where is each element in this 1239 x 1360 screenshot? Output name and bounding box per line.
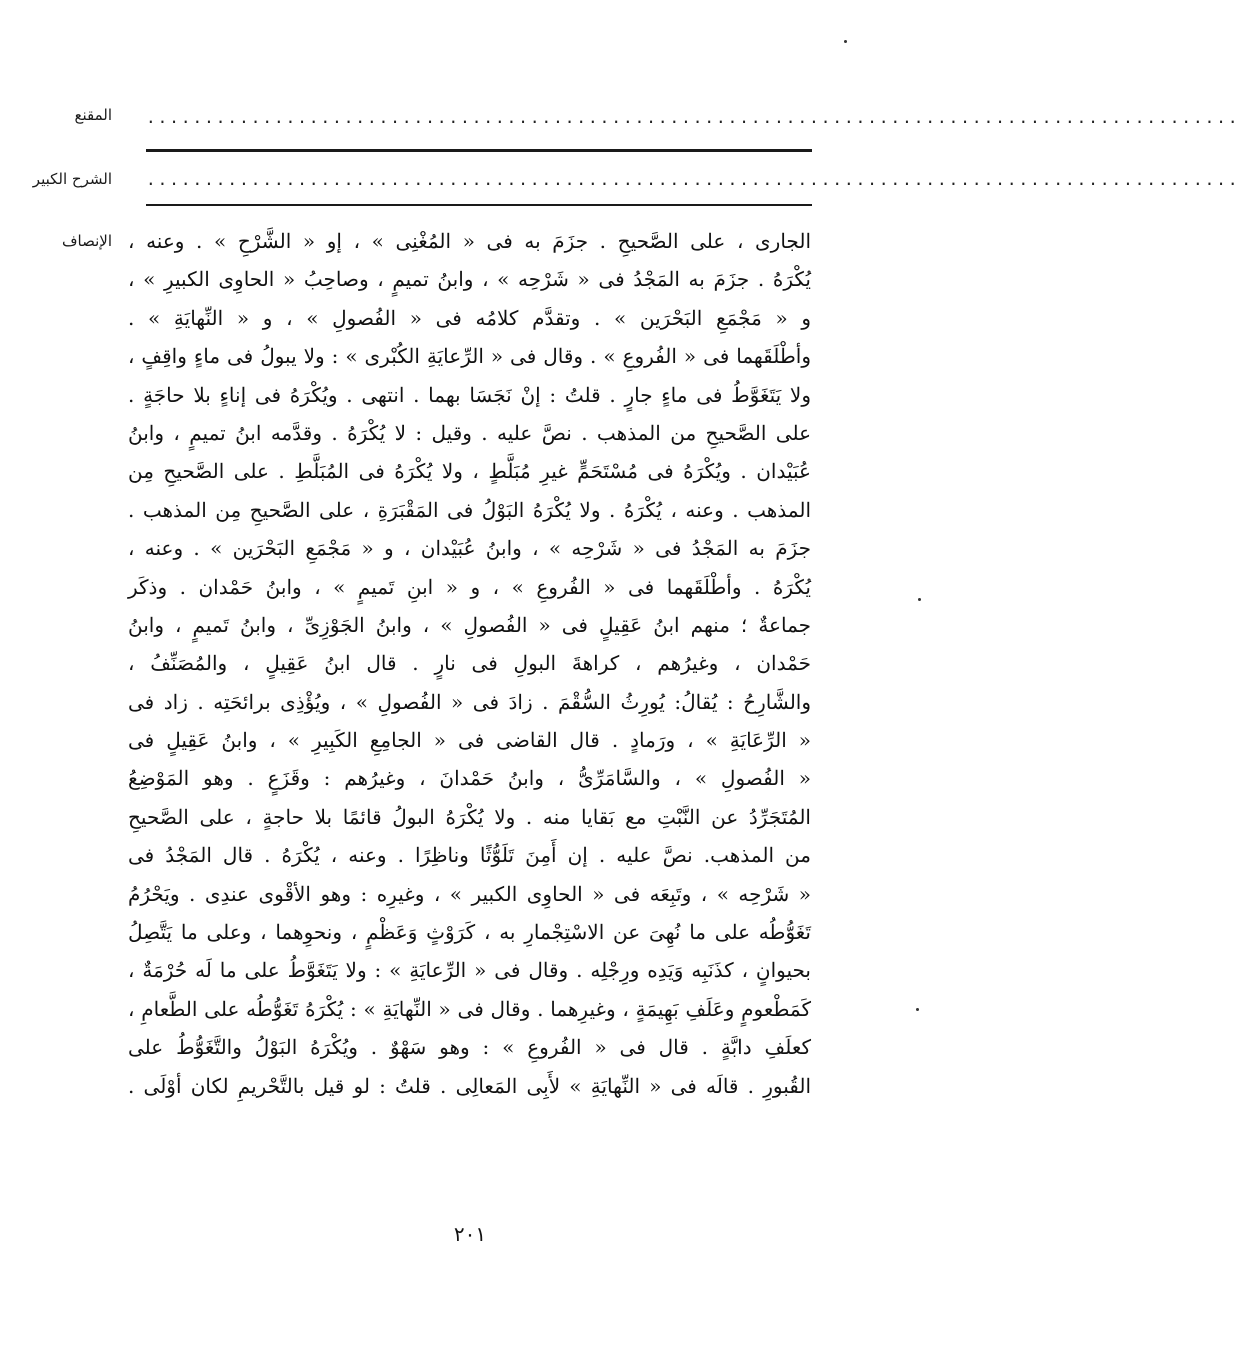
text-line: جزَمَ به المَجْدُ فى « شَرْحِه » ، وابنُ عُبَيْدان ، و « مَجْمَعِ البَحْرَين » . وعنه ، [128, 536, 811, 561]
label-muqni: المقنع [74, 106, 112, 124]
sharh-dotted-line: .............................................................................................. [146, 170, 1239, 189]
text-line: تَغَوُّطُه على ما نُهِىَ عن الاسْتِجْمارِ به ، كَرَوْثٍ وَعَظْمٍ ، ونحوِهما ، وعلى ما يَتَّصِلُ [128, 920, 811, 945]
text-line: بحيوانٍ ، كذَنَبِه وَيَدِه ورِجْلِه . وقال فى « الرِّعايَةِ » : ولا يَتَغَوَّطُ على ما لَه حُرْمَةٌ ، [128, 958, 811, 983]
scan-speck [916, 1008, 919, 1011]
scan-speck [844, 40, 847, 43]
text-line: « شَرْحِه » ، وتَبِعَه فى « الحاوِى الكبير » ، وغيرِه : وهو الأقْوى عندِى . ويَحْرُمُ [128, 881, 811, 906]
label-sharh-kabir: الشرح الكبير [32, 170, 112, 188]
section-divider-bottom [146, 204, 812, 206]
text-line: وأطْلَقَهما فى « الفُروعِ » . وقال فى « الرِّعايَةِ الكُبْرى » : ولا يبولُ فى ماءٍ واقِفٍ ، [128, 344, 811, 369]
text-line: حَمْدان ، وغيرُهم ، كراهةَ البولِ فى نارٍ . قال ابنُ عَقِيلٍ ، والمُصَنِّفُ ، [128, 651, 811, 676]
text-line: المُتَجَرِّدُ عن النَّبْتِ مع بَقايا منه . ولا يُكْرَهُ البولُ قائمًا بلا حاجةٍ ، على الصَّحيحِ [128, 804, 811, 829]
text-line: جماعةٌ ؛ منهم ابنُ عَقِيلٍ فى « الفُصولِ » ، وابنُ الجَوْزِىِّ ، وابنُ تَميمٍ ، وابنُ [128, 612, 811, 637]
muqni-dotted-line: .............................................................................................. [146, 108, 1239, 127]
text-line: عُبَيْدان . ويُكْرَهُ فى مُسْتَحَمٍّ غيرِ مُبَلَّطٍ ، ولا يُكْرَهُ فى المُبَلَّطِ . على الصَّحيحِ مِن [128, 459, 811, 484]
text-line: « الرِّعَايَةِ » ، ورَمادٍ . قال القاضى فى « الجامِعِ الكَبِيرِ » ، وابنُ عَقِيلٍ فى [128, 728, 811, 753]
text-line: يُكْرَهُ . وأطْلَقَهما فى « الفُروعِ » ، و « ابنِ تَميمٍ » ، وابنُ حَمْدان . وذكَر [128, 574, 811, 599]
text-line: المذهب . وعنه ، يُكْرَهُ . ولا يُكْرَهُ البَوْلُ فى المَقْبَرَةِ ، على الصَّحيحِ مِن المذهب . [128, 497, 811, 522]
text-line: على الصَّحيحِ من المذهب . نصَّ عليه . وقيل : لا يُكْرَهُ . وقدَّمه ابنُ تميمٍ ، وابنُ [128, 420, 811, 445]
text-line: من المذهب. نصَّ عليه . إن أَمِنَ تَلَوُّثًا وناظِرًا . وعنه ، يُكْرَهُ . قال المَجْدُ فى [128, 843, 811, 868]
text-line: الجارى ، على الصَّحيحِ . جزَمَ به فى « المُغْنِى » ، إو « الشَّرْحِ » . وعنه ، [128, 229, 811, 253]
scan-speck [918, 598, 921, 601]
text-line: يُكْرَهُ . جزَمَ به المَجْدُ فى « شَرْحِه » ، وابنُ تميمٍ ، وصاحِبُ « الحاوِى الكبيرِ » ، [128, 267, 811, 292]
text-line: ولا يَتَغَوَّطُ فى ماءٍ جارٍ . قلتُ : إنْ نَجَسَا بهما . انتهى . ويُكْرَهُ فى إناءٍ بلا حاجَةٍ . [128, 382, 811, 407]
text-line: القُبورِ . قالَه فى « النِّهايَةِ » لأَبِى المَعالِى . قلتُ : لو قيل بالتَّحْريمِ لكان أوْلَى . [128, 1073, 811, 1098]
label-insaf: الإنصاف [61, 232, 112, 250]
text-line: والشَّارِحُ : يُقالُ: يُورِثُ السُّقْمَ . زادَ فى « الفُصولِ » ، ويُؤْذِى برائحَتِه . زاد فى [128, 689, 811, 714]
page-number: ٢٠١ [453, 1222, 487, 1246]
insaf-text-block [128, 222, 811, 1105]
text-line: كعلَفِ دابَّةٍ . قال فى « الفُروعِ » : وهو سَهْوٌ . ويُكْرَهُ البَوْلُ والتَّغَوُّطُ على [128, 1035, 811, 1060]
section-divider-top [146, 149, 812, 152]
text-line: و « مَجْمَعِ البَحْرَين » . وتقدَّم كلامُه فى « الفُصولِ » ، و « النِّهايَةِ » . [128, 305, 811, 330]
text-line: كَمَطْعومٍ وعَلَفِ بَهِيمَةٍ ، وغيرِهما . وقال فى « النِّهايَةِ » : يُكْرَهُ تَغَوُّطُه على الطَّعامِ ، [128, 996, 811, 1021]
text-line: « الفُصولِ » ، والسَّامَرِّىُّ ، وابنُ حَمْدانَ ، وغيرُهم : وقَزَعٍ . وهو المَوْضِعُ [128, 766, 811, 791]
